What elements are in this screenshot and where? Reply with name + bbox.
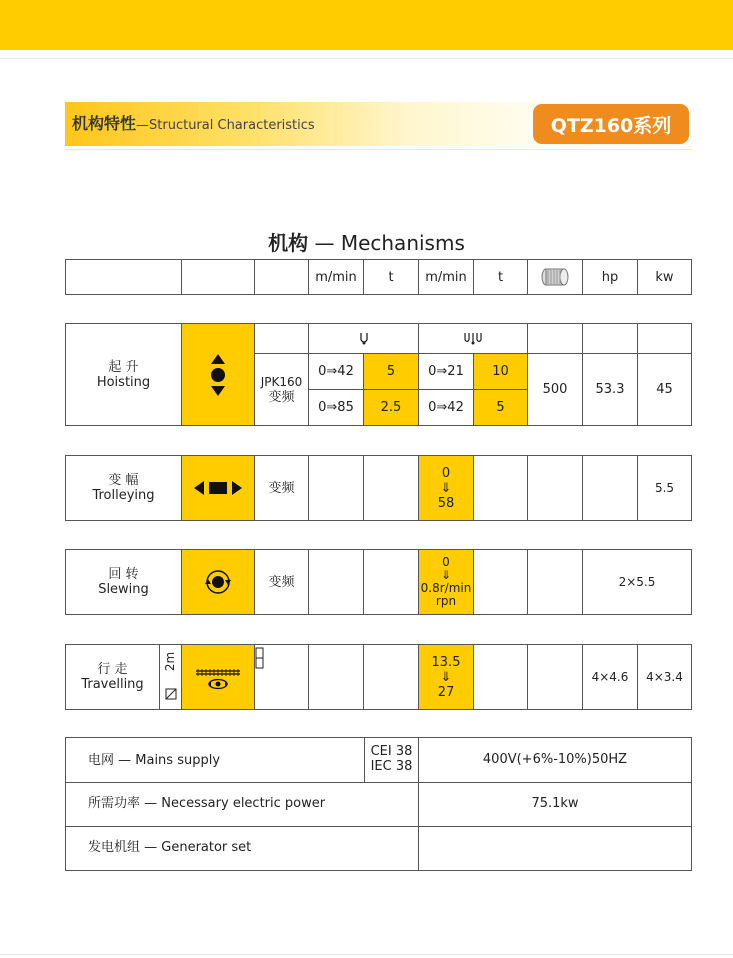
top-color-bar bbox=[0, 0, 733, 50]
slewing-empty-3 bbox=[474, 550, 528, 614]
down-arrow-icon: ⇓ bbox=[440, 568, 452, 582]
trolleying-empty-3 bbox=[474, 456, 528, 520]
rope-drum-icon bbox=[528, 260, 583, 294]
slewing-empty-1 bbox=[309, 550, 364, 614]
slewing-kw-value: 2×5.5 bbox=[618, 574, 656, 589]
mains-supply-value: 400V(+6%-10%)50HZ bbox=[482, 752, 628, 767]
trolleying-empty-1 bbox=[309, 456, 364, 520]
trolleying-speed-to: 58 bbox=[437, 495, 455, 511]
travelling-row bbox=[65, 644, 692, 710]
slewing-empty-2 bbox=[364, 550, 419, 614]
mains-supply-label: 电网 — Mains supply bbox=[88, 753, 221, 768]
model-badge: QTZ160系列 bbox=[533, 104, 689, 144]
hoist-load-2fall-1: 5 bbox=[364, 353, 419, 389]
bottom-divider bbox=[0, 954, 733, 955]
slewing-rotate-icon bbox=[182, 550, 255, 614]
mechanisms-title bbox=[0, 227, 733, 256]
section-title-en: —Structural Characteristics bbox=[136, 118, 315, 133]
hoisting-motor-model: JPK160 bbox=[260, 374, 303, 389]
hoisting-hp-value: 53.3 bbox=[583, 353, 638, 425]
travelling-label bbox=[66, 645, 160, 709]
hoisting-motor-top-empty bbox=[255, 324, 309, 353]
slewing-label-cn: 回 转 bbox=[108, 567, 139, 582]
travelling-speed-from: 13.5 bbox=[431, 654, 461, 670]
unit-load-2fall: t bbox=[364, 260, 419, 294]
brake-symbol-icon bbox=[255, 647, 265, 671]
unit-speed-4fall: m/min bbox=[419, 260, 474, 294]
trolleying-empty-2 bbox=[364, 456, 419, 520]
unit-kw: kw bbox=[655, 269, 674, 285]
hoist-load-4fall-1: 10 bbox=[474, 353, 528, 389]
hoist-speed-4fall-high-load: 0⇒21 bbox=[419, 353, 474, 389]
travelling-gauge bbox=[160, 645, 182, 709]
trolleying-label bbox=[66, 456, 182, 520]
hoisting-label bbox=[66, 324, 182, 425]
mains-standard-cei: CEI 38 bbox=[370, 744, 413, 759]
hoist-load-4fall-2: 5 bbox=[474, 389, 528, 425]
slewing-speed-unit: rpn bbox=[435, 594, 457, 608]
slewing-speed-from: 0 bbox=[442, 555, 450, 569]
slewing-speed-to: 0.8r/min bbox=[420, 581, 472, 595]
trolleying-empty-4 bbox=[528, 456, 583, 520]
travelling-speed-to: 27 bbox=[437, 684, 455, 700]
hoisting-rope-top-empty bbox=[528, 324, 583, 353]
mains-standard-iec: IEC 38 bbox=[370, 759, 413, 774]
units-cell-empty-3 bbox=[255, 260, 309, 294]
supply-row-divider-2 bbox=[66, 826, 691, 827]
travelling-empty-2 bbox=[364, 645, 419, 709]
travelling-label-en: Travelling bbox=[81, 677, 144, 692]
rail-travel-icon bbox=[182, 645, 255, 709]
trolleying-speed-from: 0 bbox=[441, 465, 451, 481]
trolley-left-right-icon bbox=[182, 456, 255, 520]
hoist-speed-4fall-low-load: 0⇒42 bbox=[419, 389, 474, 425]
power-supply-table bbox=[65, 737, 692, 871]
unit-hp: hp bbox=[583, 260, 638, 294]
necessary-power-value: 75.1kw bbox=[531, 796, 579, 811]
hoist-load-2fall-2: 2.5 bbox=[364, 389, 419, 425]
trolleying-label-cn: 变 幅 bbox=[108, 473, 139, 488]
units-header-row bbox=[65, 259, 692, 295]
double-hook-4-fall-icon bbox=[419, 324, 528, 353]
trolleying-label-en: Trolleying bbox=[92, 488, 155, 503]
travelling-empty-1 bbox=[309, 645, 364, 709]
section-title-cn: 机构特性 bbox=[72, 114, 137, 133]
travelling-gauge-value: 2m bbox=[162, 652, 177, 672]
trolleying-speed bbox=[419, 456, 474, 520]
slewing-speed bbox=[419, 550, 474, 614]
trolleying-kw-value: 5.5 bbox=[654, 480, 675, 495]
units-cell-empty-2 bbox=[182, 260, 255, 294]
unit-speed-2fall: m/min bbox=[309, 260, 364, 294]
slewing-label-en: Slewing bbox=[98, 582, 149, 597]
unit-load-4fall: t bbox=[474, 260, 528, 294]
slewing-empty-4 bbox=[528, 550, 583, 614]
slewing-label bbox=[66, 550, 182, 614]
hoisting-kw-top-empty bbox=[638, 324, 691, 353]
travelling-speed bbox=[419, 645, 474, 709]
travelling-label-cn: 行 走 bbox=[97, 662, 128, 677]
mains-standard bbox=[365, 744, 418, 774]
trolleying-drive: 变频 bbox=[255, 456, 309, 520]
trolleying-row bbox=[65, 455, 692, 521]
travelling-empty-4 bbox=[528, 645, 583, 709]
travelling-hp-value: 4×4.6 bbox=[583, 645, 638, 709]
slewing-row bbox=[65, 549, 692, 615]
supply-row-divider-1 bbox=[66, 782, 691, 783]
down-arrow-icon: ⇓ bbox=[440, 669, 452, 685]
hoisting-row bbox=[65, 323, 692, 426]
units-cell-empty-1 bbox=[66, 260, 182, 294]
hoisting-hp-top-empty bbox=[583, 324, 638, 353]
hoisting-drive: 变频 bbox=[268, 389, 295, 405]
generator-set-label: 发电机组 — Generator set bbox=[88, 840, 252, 855]
hoisting-motor bbox=[255, 353, 309, 425]
hoist-speed-2fall-low-load: 0⇒85 bbox=[309, 389, 364, 425]
section-title bbox=[72, 114, 315, 136]
hoisting-kw-value: 45 bbox=[638, 353, 691, 425]
mechanisms-title-en: — Mechanisms bbox=[314, 231, 465, 255]
hoist-speed-2fall-high-load: 0⇒42 bbox=[309, 353, 364, 389]
section-header-underline bbox=[65, 149, 692, 150]
necessary-power-label: 所需功率 — Necessary electric power bbox=[88, 796, 326, 811]
single-hook-2-fall-icon bbox=[309, 324, 419, 353]
hoist-up-down-icon bbox=[182, 324, 255, 425]
hoisting-label-en: Hoisting bbox=[96, 374, 151, 390]
trolleying-empty-5 bbox=[583, 456, 638, 520]
travelling-drive-empty bbox=[255, 645, 309, 709]
slewing-drive: 变频 bbox=[255, 550, 309, 614]
travelling-kw-value: 4×3.4 bbox=[646, 669, 683, 684]
hoisting-label-cn: 起 升 bbox=[108, 359, 139, 375]
hoisting-rope-value: 500 bbox=[528, 353, 583, 425]
travelling-empty-3 bbox=[474, 645, 528, 709]
gauge-square-icon bbox=[165, 688, 177, 700]
top-divider bbox=[0, 58, 733, 59]
mechanisms-title-cn: 机构 bbox=[268, 231, 309, 255]
down-arrow-icon: ⇓ bbox=[440, 480, 452, 496]
